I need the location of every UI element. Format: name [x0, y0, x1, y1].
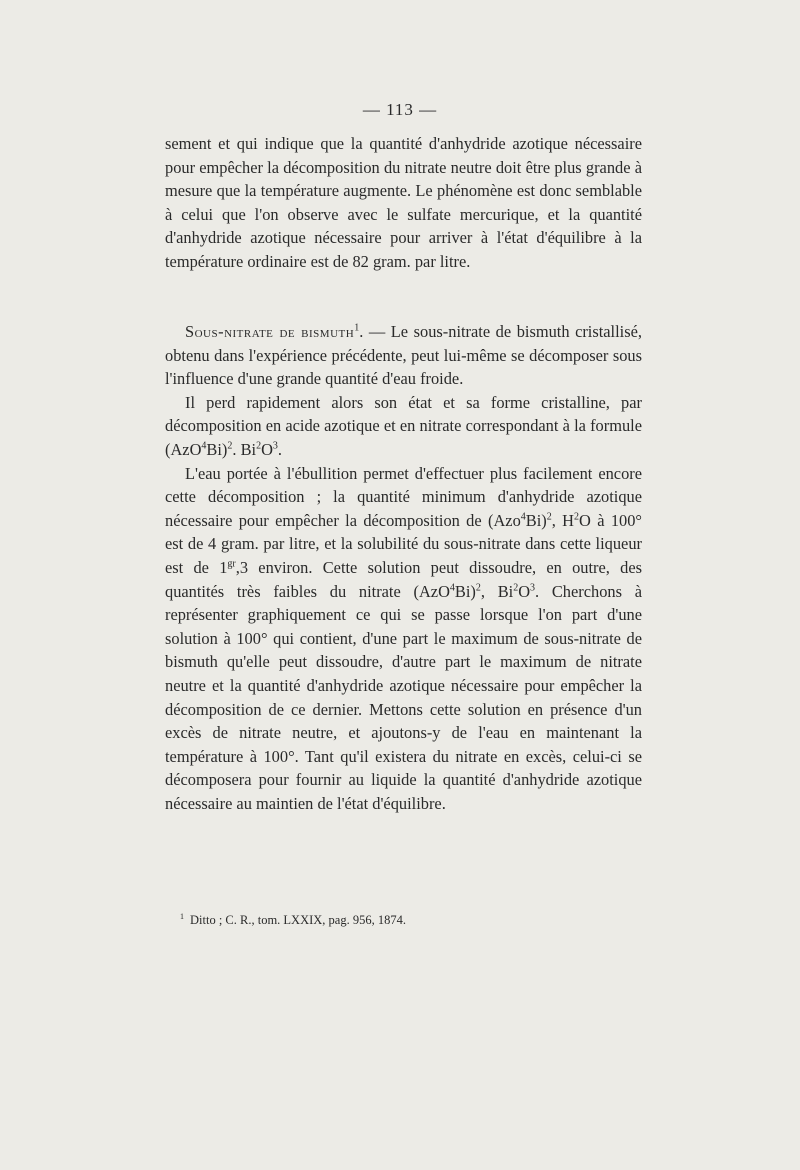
text-run: L'eau portée à l'ébullition permet d'effectuer plus facilement encore cette décomposition ; la quantité minimum d'anhydride azotique nécessaire pour empêcher la décomposition de (Azo	[165, 463, 642, 530]
footnote-mark: 1	[180, 911, 184, 921]
footnote-text: Ditto ; C. R., tom. LXXIX, pag. 956, 1874.	[190, 913, 406, 927]
footnote	[180, 912, 640, 928]
superscript: 2	[227, 440, 233, 452]
section-body	[165, 320, 642, 815]
superscript: 2	[513, 582, 519, 594]
page-number: — 113 —	[362, 100, 438, 119]
superscript: 4	[201, 440, 207, 452]
text-run: Il perd rapidement alors son état et sa forme cristalline, par décomposition en acide azotique et en nitrate correspondant à la formule (AzO	[165, 392, 642, 459]
paragraph-decomposition	[165, 391, 642, 462]
superscript: 4	[449, 582, 455, 594]
text-run: Bi)	[454, 581, 476, 601]
superscript: 2	[546, 511, 552, 523]
text-run: Bi)	[525, 510, 547, 530]
footnote-reference: 1	[354, 322, 360, 334]
text-run: , H	[551, 510, 575, 530]
section-intro-text: Le sous-nitrate de bismuth cristallisé, obtenu dans l'expérience précédente, peut lui-même se décomposer sous l'influence d'une grande quantité d'eau froide.	[165, 322, 642, 389]
superscript: 3	[272, 440, 278, 452]
text-run: O	[518, 581, 531, 601]
superscript: gr	[227, 558, 236, 570]
text-run: O	[261, 439, 273, 459]
text-run: . Cherchons à représenter graphiquement ce qui se passe lorsque l'on part d'une solution à 100° qui contient, d'une part le maximum de sous-nitrate de bismuth qu'elle peut dissoudre, d'autre part le maximum de nitrate neutre et la quantité d'anhydride azotique nécessaire pour empêcher la décomposition de ce dernier. Mettons cette solution en présence d'un excès de nitrate neutre, et ajoutons-y de l'eau en maintenant la température à 100°. Tant qu'il existera du nitrate en excès, celui-ci se décomposera pour fournir au liquide la quantité d'anhydride azotique nécessaire au maintien de l'état d'équilibre.	[165, 581, 642, 813]
text-run: Bi)	[206, 439, 228, 459]
section-title: Sous-nitrate de bismuth	[185, 322, 355, 341]
text-run: , Bi	[480, 581, 514, 601]
section-separator: . —	[359, 322, 386, 341]
superscript: 2	[475, 582, 481, 594]
paragraph-text: sement et qui indique que la quantité d'anhydride azotique nécessaire pour empêcher la décomposition du nitrate neutre doit être plus grande à mesure que la température augmente. Le phénomène est donc semblable à celui que l'on observe avec le sulfate mercurique, et la quantité d'anhydride azotique nécessaire pour arriver à l'état d'équilibre à la température ordinaire est de 82 gram. par litre.	[165, 134, 642, 271]
superscript: 2	[574, 511, 580, 523]
text-run: . Bi	[232, 439, 257, 459]
section-intro-paragraph	[165, 320, 642, 391]
superscript: 2	[256, 440, 262, 452]
text-run: O à 100° est de 4 gram. par litre, et la solubilité du sous-nitrate dans cette liqueur est de 1	[165, 510, 642, 577]
superscript: 3	[530, 582, 536, 594]
text-run: ,3 environ. Cette solution peut dissoudre, en outre, des quantités très faibles du nitrate (AzO	[165, 557, 642, 601]
continuation-paragraph	[165, 132, 642, 274]
superscript: 4	[520, 511, 526, 523]
paragraph-boiling-water	[165, 462, 642, 816]
text-run: .	[277, 439, 283, 459]
